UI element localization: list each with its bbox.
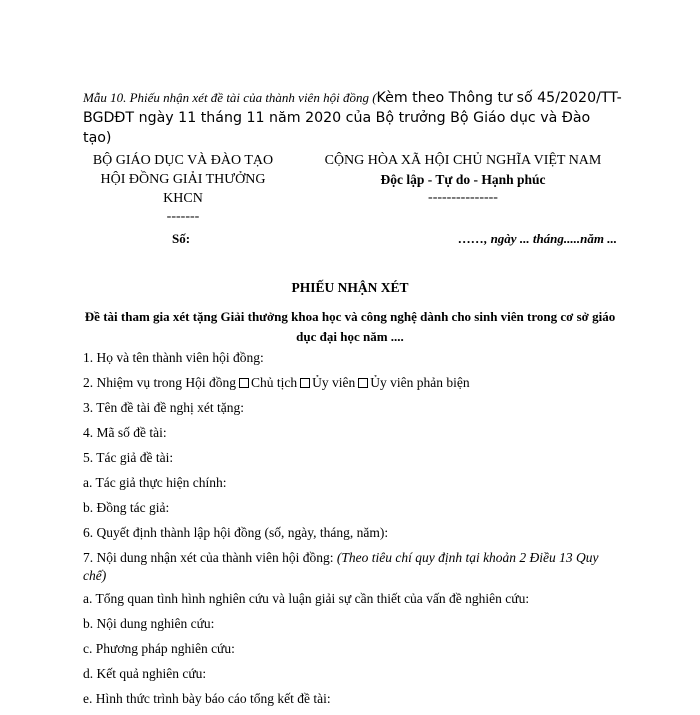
item-research-content: b. Nội dung nghiên cứu: <box>83 616 215 631</box>
item-research-overview: a. Tổng quan tình hình nghiên cứu và luận giải sự cần thiết của vấn đề nghiên cứu: <box>83 591 530 606</box>
item-co-authors: b. Đồng tác giả: <box>83 500 170 515</box>
item-project-code: 4. Mã số đề tài: <box>83 425 167 440</box>
option-member-label: Ủy viên <box>312 375 356 390</box>
item-review-content <box>83 549 623 590</box>
checkbox-member[interactable] <box>300 378 310 388</box>
item-report-format: e. Hình thức trình bày báo cáo tổng kết đề tài: <box>83 691 331 706</box>
option-reviewer-label: Ủy viên phản biện <box>370 375 470 390</box>
document-title: PHIẾU NHẬN XÉT <box>291 280 409 295</box>
checkbox-reviewer[interactable] <box>358 378 368 388</box>
document-subtitle: Đề tài tham gia xét tặng Giải thưởng khoa học và công nghệ dành cho sinh viên trong cơ sở giáo dục đại học năm .... <box>84 309 616 344</box>
form-reference: Kèm theo Thông tư số 45/2020/TT-BGDĐT ngày 11 tháng 11 năm 2020 của Bộ trưởng Bộ Giáo dục và Đào tạo) <box>83 90 622 146</box>
option-chairman-label: Chủ tịch <box>251 375 298 390</box>
item-project-name: 3. Tên đề tài đề nghị xét tặng: <box>83 400 244 415</box>
national-motto: Độc lập - Tự do - Hạnh phúc <box>380 172 546 187</box>
item-council-role <box>83 374 623 399</box>
date-line: ……, ngày ... tháng.....năm ... <box>458 231 617 246</box>
national-title: CỘNG HÒA XÃ HỘI CHỦ NGHĨA VIỆT NAM <box>324 153 602 168</box>
form-intro <box>83 88 623 148</box>
council-role-label: 2. Nhiệm vụ trong Hội đồng <box>83 375 236 390</box>
form-items <box>83 349 623 715</box>
form-code: Mẫu 10. Phiếu nhận xét đề tài của thành viên hội đồng ( <box>83 90 377 105</box>
item-authors: 5. Tác giả đề tài: <box>83 450 174 465</box>
item-research-results: d. Kết quả nghiên cứu: <box>83 666 207 681</box>
item-member-name: 1. Họ và tên thành viên hội đồng: <box>83 350 264 365</box>
document-number-label: Số: <box>172 231 191 246</box>
national-header <box>303 151 623 206</box>
checkbox-chairman[interactable] <box>239 378 249 388</box>
item-research-method: c. Phương pháp nghiên cứu: <box>83 641 235 656</box>
item-council-decision: 6. Quyết định thành lập hội đồng (số, ngày, tháng, năm): <box>83 525 389 540</box>
ministry-name: BỘ GIÁO DỤC VÀ ĐÀO TẠO <box>92 153 274 168</box>
national-divider: --------------- <box>428 190 498 205</box>
agency-header <box>83 151 283 225</box>
review-content-label: 7. Nội dung nhận xét của thành viên hội đồng: <box>83 550 337 565</box>
council-name: HỘI ĐỒNG GIẢI THƯỞNG KHCN <box>100 172 266 206</box>
item-main-author: a. Tác giả thực hiện chính: <box>83 475 227 490</box>
agency-divider: ------- <box>166 209 200 224</box>
review-content-note: (Theo tiêu chí quy định tại khoản 2 Điều 13 Quy chế) <box>83 550 599 583</box>
